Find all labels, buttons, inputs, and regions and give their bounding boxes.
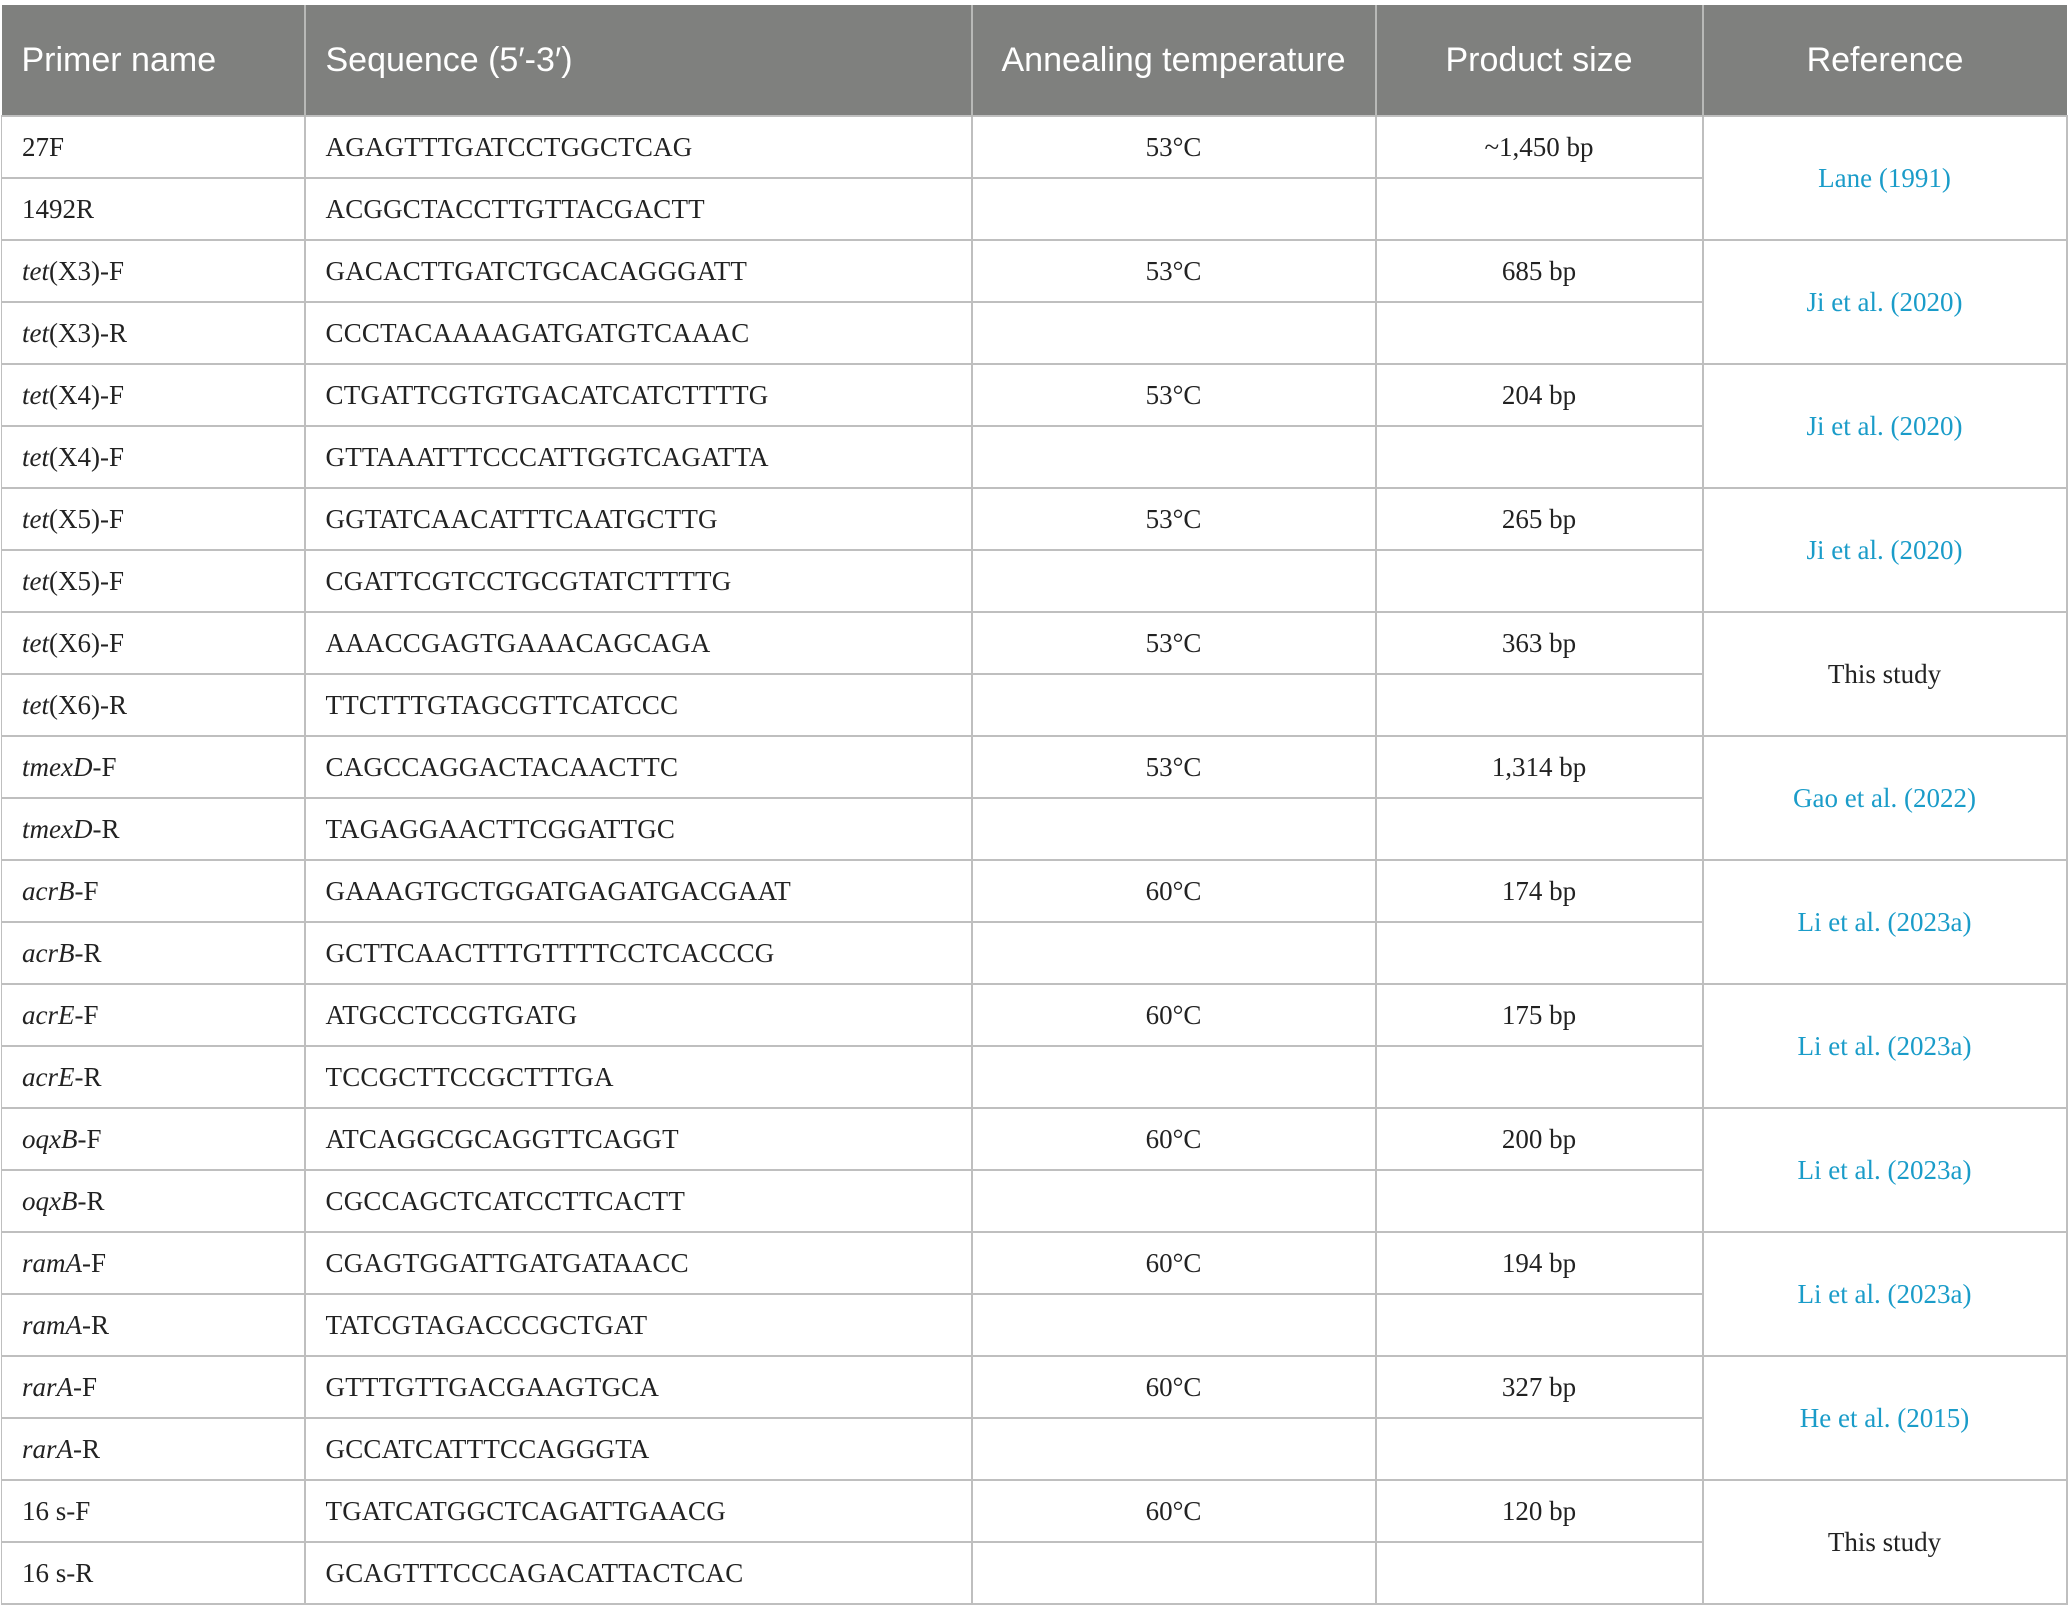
primer-gene-italic: tet bbox=[22, 503, 49, 534]
primer-gene-italic: oqxB bbox=[22, 1123, 78, 1154]
primer-name-suffix: (X5)-F bbox=[49, 503, 124, 534]
reference-link[interactable]: Li et al. (2023a) bbox=[1703, 1232, 2067, 1356]
annealing-temperature-cell: 53°C bbox=[972, 364, 1376, 426]
annealing-temperature-cell bbox=[972, 1170, 1376, 1232]
reference-cell: This study bbox=[1703, 612, 2067, 736]
primer-name-cell bbox=[2, 426, 305, 488]
annealing-temperature-cell bbox=[972, 302, 1376, 364]
sequence-cell: TCCGCTTCCGCTTTGA bbox=[305, 1046, 972, 1108]
header-reference: Reference bbox=[1703, 5, 2067, 116]
primer-name-suffix: -F bbox=[74, 875, 99, 906]
sequence-cell: ATCAGGCGCAGGTTCAGGT bbox=[305, 1108, 972, 1170]
sequence-cell: TATCGTAGACCCGCTGAT bbox=[305, 1294, 972, 1356]
primer-name-suffix: -F bbox=[82, 1247, 107, 1278]
primer-name-cell bbox=[2, 798, 305, 860]
primer-name-suffix: -F bbox=[92, 751, 117, 782]
table-header bbox=[2, 5, 2067, 116]
product-size-cell: 327 bp bbox=[1376, 1356, 1703, 1418]
primer-name-suffix: -F bbox=[77, 1123, 102, 1154]
sequence-cell: GAAAGTGCTGGATGAGATGACGAAT bbox=[305, 860, 972, 922]
primer-name-suffix: (X3)-F bbox=[49, 255, 124, 286]
primer-name-suffix: (X6)-R bbox=[49, 689, 127, 720]
annealing-temperature-cell bbox=[972, 922, 1376, 984]
reference-link[interactable]: Gao et al. (2022) bbox=[1703, 736, 2067, 860]
annealing-temperature-cell bbox=[972, 798, 1376, 860]
primer-name-suffix: -R bbox=[74, 937, 102, 968]
primer-name-suffix: (X3)-R bbox=[49, 317, 127, 348]
reference-link[interactable]: Li et al. (2023a) bbox=[1703, 1108, 2067, 1232]
product-size-cell bbox=[1376, 798, 1703, 860]
primer-gene-italic: tet bbox=[22, 627, 49, 658]
sequence-cell: GTTTGTTGACGAAGTGCA bbox=[305, 1356, 972, 1418]
primer-gene-italic: tet bbox=[22, 255, 49, 286]
sequence-cell: TGATCATGGCTCAGATTGAACG bbox=[305, 1480, 972, 1542]
sequence-cell: CTGATTCGTGTGACATCATCTTTTG bbox=[305, 364, 972, 426]
primer-name-suffix: 16 s-F bbox=[22, 1495, 91, 1526]
sequence-cell: GGTATCAACATTTCAATGCTTG bbox=[305, 488, 972, 550]
annealing-temperature-cell: 53°C bbox=[972, 612, 1376, 674]
primer-name-cell bbox=[2, 240, 305, 302]
product-size-cell bbox=[1376, 922, 1703, 984]
primer-name-suffix: (X5)-F bbox=[49, 565, 124, 596]
annealing-temperature-cell: 60°C bbox=[972, 1232, 1376, 1294]
primer-gene-italic: tet bbox=[22, 379, 49, 410]
sequence-cell: CGCCAGCTCATCCTTCACTT bbox=[305, 1170, 972, 1232]
reference-link[interactable]: Li et al. (2023a) bbox=[1703, 860, 2067, 984]
primer-name-suffix: -R bbox=[73, 1433, 101, 1464]
product-size-cell: 200 bp bbox=[1376, 1108, 1703, 1170]
product-size-cell: 685 bp bbox=[1376, 240, 1703, 302]
primer-name-suffix: -R bbox=[82, 1309, 109, 1340]
primer-gene-italic: ramA bbox=[22, 1247, 82, 1278]
table-row bbox=[2, 984, 2067, 1046]
primer-name-cell bbox=[2, 116, 305, 178]
primer-name-cell bbox=[2, 984, 305, 1046]
reference-link[interactable]: Ji et al. (2020) bbox=[1703, 240, 2067, 364]
primer-gene-italic: acrB bbox=[22, 875, 75, 906]
sequence-cell: TTCTTTGTAGCGTTCATCCC bbox=[305, 674, 972, 736]
annealing-temperature-cell bbox=[972, 1046, 1376, 1108]
primer-name-cell bbox=[2, 550, 305, 612]
primer-name-cell bbox=[2, 302, 305, 364]
primer-name-cell bbox=[2, 1294, 305, 1356]
primer-gene-italic: rarA bbox=[22, 1371, 74, 1402]
annealing-temperature-cell bbox=[972, 1294, 1376, 1356]
sequence-cell: GCCATCATTTCCAGGGTA bbox=[305, 1418, 972, 1480]
product-size-cell bbox=[1376, 302, 1703, 364]
primer-name-cell bbox=[2, 488, 305, 550]
annealing-temperature-cell bbox=[972, 178, 1376, 240]
primer-name-suffix: -F bbox=[73, 1371, 98, 1402]
sequence-cell: GACACTTGATCTGCACAGGGATT bbox=[305, 240, 972, 302]
annealing-temperature-cell: 53°C bbox=[972, 116, 1376, 178]
primer-gene-italic: tmexD bbox=[22, 751, 93, 782]
primer-name-cell bbox=[2, 860, 305, 922]
product-size-cell: 194 bp bbox=[1376, 1232, 1703, 1294]
reference-link[interactable]: Lane (1991) bbox=[1703, 116, 2067, 240]
product-size-cell bbox=[1376, 1170, 1703, 1232]
table-row bbox=[2, 364, 2067, 426]
reference-link[interactable]: Li et al. (2023a) bbox=[1703, 984, 2067, 1108]
product-size-cell bbox=[1376, 674, 1703, 736]
sequence-cell: AAACCGAGTGAAACAGCAGA bbox=[305, 612, 972, 674]
annealing-temperature-cell: 60°C bbox=[972, 984, 1376, 1046]
primer-name-suffix: (X6)-F bbox=[49, 627, 124, 658]
header-row bbox=[2, 5, 2067, 116]
sequence-cell: CCCTACAAAAGATGATGTCAAAC bbox=[305, 302, 972, 364]
primer-name-cell bbox=[2, 364, 305, 426]
annealing-temperature-cell: 53°C bbox=[972, 488, 1376, 550]
primer-name-cell bbox=[2, 1232, 305, 1294]
product-size-cell: 174 bp bbox=[1376, 860, 1703, 922]
table-row bbox=[2, 736, 2067, 798]
annealing-temperature-cell bbox=[972, 426, 1376, 488]
primer-name-cell bbox=[2, 1418, 305, 1480]
annealing-temperature-cell: 60°C bbox=[972, 860, 1376, 922]
header-sequence: Sequence (5′-3′) bbox=[305, 5, 972, 116]
annealing-temperature-cell: 53°C bbox=[972, 736, 1376, 798]
annealing-temperature-cell bbox=[972, 1418, 1376, 1480]
primer-name-suffix: 1492R bbox=[22, 193, 95, 224]
primer-name-cell bbox=[2, 1542, 305, 1604]
sequence-cell: ACGGCTACCTTGTTACGACTT bbox=[305, 178, 972, 240]
primer-name-cell bbox=[2, 922, 305, 984]
sequence-cell: CAGCCAGGACTACAACTTC bbox=[305, 736, 972, 798]
product-size-cell: 265 bp bbox=[1376, 488, 1703, 550]
table-row bbox=[2, 1356, 2067, 1418]
sequence-cell: GTTAAATTTCCCATTGGTCAGATTA bbox=[305, 426, 972, 488]
annealing-temperature-cell bbox=[972, 1542, 1376, 1604]
sequence-cell: GCAGTTTCCCAGACATTACTCAC bbox=[305, 1542, 972, 1604]
primer-name-cell bbox=[2, 178, 305, 240]
annealing-temperature-cell bbox=[972, 550, 1376, 612]
product-size-cell bbox=[1376, 178, 1703, 240]
product-size-cell: 363 bp bbox=[1376, 612, 1703, 674]
primer-gene-italic: acrE bbox=[22, 1061, 75, 1092]
product-size-cell bbox=[1376, 1542, 1703, 1604]
reference-link[interactable]: Ji et al. (2020) bbox=[1703, 364, 2067, 488]
table-row bbox=[2, 1232, 2067, 1294]
product-size-cell: 175 bp bbox=[1376, 984, 1703, 1046]
reference-link[interactable]: Ji et al. (2020) bbox=[1703, 488, 2067, 612]
primer-name-cell bbox=[2, 1108, 305, 1170]
primer-name-suffix: 27F bbox=[22, 131, 65, 162]
primer-name-cell bbox=[2, 1046, 305, 1108]
primer-gene-italic: acrE bbox=[22, 999, 75, 1030]
product-size-cell bbox=[1376, 1046, 1703, 1108]
sequence-cell: GCTTCAACTTTGTTTTCCTCACCCG bbox=[305, 922, 972, 984]
annealing-temperature-cell: 60°C bbox=[972, 1108, 1376, 1170]
primer-name-suffix: -R bbox=[77, 1185, 105, 1216]
table-row bbox=[2, 860, 2067, 922]
table-row bbox=[2, 488, 2067, 550]
product-size-cell bbox=[1376, 550, 1703, 612]
header-primer-name: Primer name bbox=[2, 5, 305, 116]
primer-gene-italic: tet bbox=[22, 565, 49, 596]
annealing-temperature-cell: 60°C bbox=[972, 1480, 1376, 1542]
primer-gene-italic: rarA bbox=[22, 1433, 74, 1464]
primer-name-suffix: -R bbox=[92, 813, 120, 844]
table-row bbox=[2, 1480, 2067, 1542]
primer-name-cell bbox=[2, 1480, 305, 1542]
sequence-cell: CGAGTGGATTGATGATAACC bbox=[305, 1232, 972, 1294]
primer-gene-italic: oqxB bbox=[22, 1185, 78, 1216]
primer-name-cell bbox=[2, 1170, 305, 1232]
table-row bbox=[2, 240, 2067, 302]
primer-gene-italic: acrB bbox=[22, 937, 75, 968]
primer-name-suffix: (X4)-F bbox=[49, 379, 124, 410]
primer-name-cell bbox=[2, 736, 305, 798]
primer-name-suffix: -F bbox=[74, 999, 99, 1030]
sequence-cell: CGATTCGTCCTGCGTATCTTTTG bbox=[305, 550, 972, 612]
sequence-cell: TAGAGGAACTTCGGATTGC bbox=[305, 798, 972, 860]
product-size-cell: ~1,450 bp bbox=[1376, 116, 1703, 178]
primer-gene-italic: tet bbox=[22, 441, 49, 472]
product-size-cell: 204 bp bbox=[1376, 364, 1703, 426]
product-size-cell: 1,314 bp bbox=[1376, 736, 1703, 798]
reference-link[interactable]: He et al. (2015) bbox=[1703, 1356, 2067, 1480]
annealing-temperature-cell: 53°C bbox=[972, 240, 1376, 302]
primer-name-suffix: (X4)-F bbox=[49, 441, 124, 472]
primer-name-cell bbox=[2, 674, 305, 736]
sequence-cell: ATGCCTCCGTGATG bbox=[305, 984, 972, 1046]
annealing-temperature-cell: 60°C bbox=[972, 1356, 1376, 1418]
product-size-cell bbox=[1376, 1294, 1703, 1356]
primer-gene-italic: tmexD bbox=[22, 813, 93, 844]
annealing-temperature-cell bbox=[972, 674, 1376, 736]
table-row bbox=[2, 612, 2067, 674]
table-body bbox=[2, 116, 2067, 1604]
primer-table bbox=[1, 5, 2068, 1605]
sequence-cell: AGAGTTTGATCCTGGCTCAG bbox=[305, 116, 972, 178]
header-product-size: Product size bbox=[1376, 5, 1703, 116]
product-size-cell bbox=[1376, 426, 1703, 488]
primer-name-cell bbox=[2, 1356, 305, 1418]
primer-gene-italic: ramA bbox=[22, 1309, 82, 1340]
primer-name-cell bbox=[2, 612, 305, 674]
header-annealing-temperature: Annealing temperature bbox=[972, 5, 1376, 116]
primer-name-suffix: -R bbox=[74, 1061, 102, 1092]
product-size-cell bbox=[1376, 1418, 1703, 1480]
reference-cell: This study bbox=[1703, 1480, 2067, 1604]
primer-gene-italic: tet bbox=[22, 317, 49, 348]
product-size-cell: 120 bp bbox=[1376, 1480, 1703, 1542]
table-row bbox=[2, 1108, 2067, 1170]
primer-name-suffix: 16 s-R bbox=[22, 1557, 94, 1588]
primer-gene-italic: tet bbox=[22, 689, 49, 720]
table-row bbox=[2, 116, 2067, 178]
